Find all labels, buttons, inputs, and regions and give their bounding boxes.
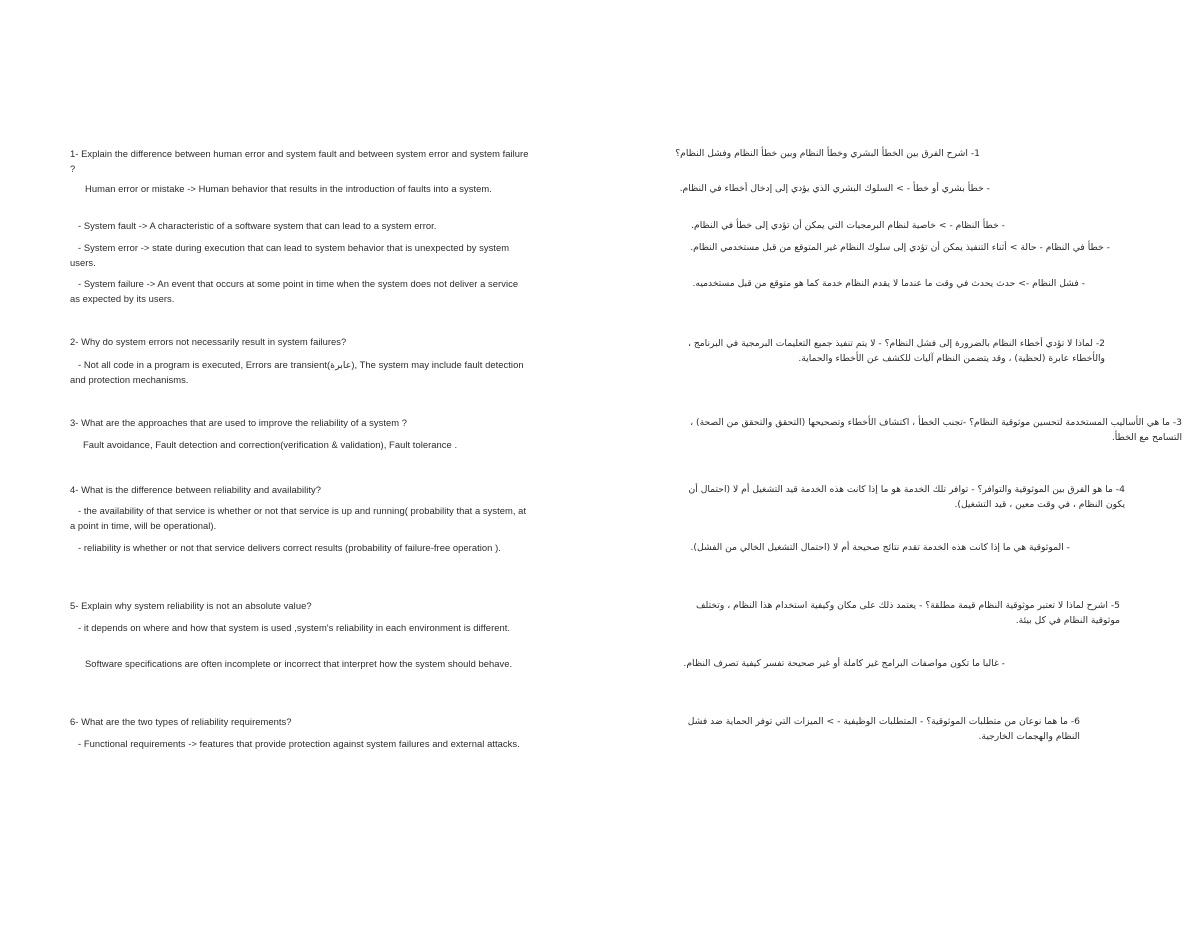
english-answer-1-system-failure: - System failure -> An event that occurs at some point in time when the system does not deliver a service as expected by its users. [70,278,519,304]
arabic-answer-1-system-error: - خطأ في النظام - حالة > أثناء التنفيذ يمكن أن تؤدي إلى سلوك النظام غير المتوقع من قبل مستخدمي النظام. [690,242,1110,253]
english-answer-6: - Functional requirements -> features that provide protection against system failures and external attacks. [78,738,520,749]
english-question-6: 6- What are the two types of reliability requirements? [70,716,292,727]
english-question-5: 5- Explain why system reliability is not an absolute value? [70,600,312,611]
english-answer-3: Fault avoidance, Fault detection and correction(verification & validation), Fault tolerance . [83,439,458,450]
english-answer-1-system-fault: - System fault -> A characteristic of a software system that can lead to a system error. [78,220,437,231]
english-answer-1-human-error: Human error or mistake -> Human behavior that results in the introduction of faults into a system. [85,183,492,194]
english-question-4: 4- What is the difference between reliability and availability? [70,484,322,495]
arabic-question-2: 2- لماذا لا تؤدي أخطاء النظام بالضرورة إلى فشل النظام؟ - لا يتم تنفيذ جميع التعليمات البرمجية في البرنامج ، والأخطاء عابرة (لحظية) ، وقد يتضمن النظام آليات للكشف عن الأخطاء والحماية. [687,338,1105,364]
english-answer-5-environment: - it depends on where and how that system is used ,system's reliability in each environment is different. [78,622,511,633]
english-answer-2: - Not all code in a program is executed, Errors are transient(عابرة), The system may include fault detection and protection mechanisms. [70,359,524,385]
arabic-answer-1-system-failure: - فشل النظام -> حدث يحدث في وقت ما عندما لا يقدم النظام خدمة كما هو متوقع من قبل مستخدميه. [692,278,1085,289]
arabic-answer-1-human-error: - خطأ بشري أو خطأ - > السلوك البشري الذي يؤدي إلى إدخال أخطاء في النظام. [679,183,990,194]
english-question-2: 2- Why do system errors not necessarily result in system failures? [70,336,347,347]
english-answer-4-availability: - the availability of that service is whether or not that service is up and running( probability that a system, at a point in time, will be operational). [70,505,527,531]
arabic-question-3: 3- ما هي الأساليب المستخدمة لتحسين موثوقية النظام؟ -تجنب الخطأ ، اكتشاف الأخطاء وتصحيحها (التحقق والتحقق من الصحة) ، التسامح مع الخطأ. [690,417,1182,443]
arabic-question-4: 4- ما هو الفرق بين الموثوقية والتوافر؟ - توافر تلك الخدمة هو ما إذا كانت هذه الخدمة قيد التشغيل أم لا (احتمال أن يكون النظام ، في وقت معين ، قيد التشغيل). [688,484,1125,510]
english-question-3: 3- What are the approaches that are used to improve the reliability of a system ? [70,417,408,428]
arabic-answer-5-specifications: - غالبا ما تكون مواصفات البرامج غير كاملة أو غير صحيحة تفسر كيفية تصرف النظام. [683,658,1005,669]
arabic-question-5: 5- اشرح لماذا لا تعتبر موثوقية النظام قيمة مطلقة؟ - يعتمد ذلك على مكان وكيفية استخدام هذا النظام ، وتختلف موثوقية النظام في كل بيئة. [696,600,1120,626]
english-answer-4-reliability: - reliability is whether or not that service delivers correct results (probability of failure-free operation ). [78,542,501,553]
english-question-1: 1- Explain the difference between human error and system fault and between system error and system failure ? [70,148,529,174]
arabic-question-1: 1- اشرح الفرق بين الخطأ البشري وخطأ النظام وبين خطأ النظام وفشل النظام؟ [675,148,980,159]
arabic-answer-1-system-fault: - خطأ النظام - > خاصية لنظام البرمجيات التي يمكن أن تؤدي إلى خطأ في النظام. [691,220,1005,231]
arabic-answer-4-reliability: - الموثوقية هي ما إذا كانت هذه الخدمة تقدم نتائج صحيحة أم لا (احتمال التشغيل الخالي من الفشل). [690,542,1070,553]
english-answer-1-system-error: - System error -> state during execution that can lead to system behavior that is unexpected by system users. [70,242,510,268]
english-answer-5-specifications: Software specifications are often incomplete or incorrect that interpret how the system should behave. [85,658,513,669]
arabic-question-6: 6- ما هما نوعان من متطلبات الموثوقية؟ - المتطلبات الوظيفية - > الميزات التي توفر الحماية ضد فشل النظام والهجمات الخارجية. [687,716,1080,742]
